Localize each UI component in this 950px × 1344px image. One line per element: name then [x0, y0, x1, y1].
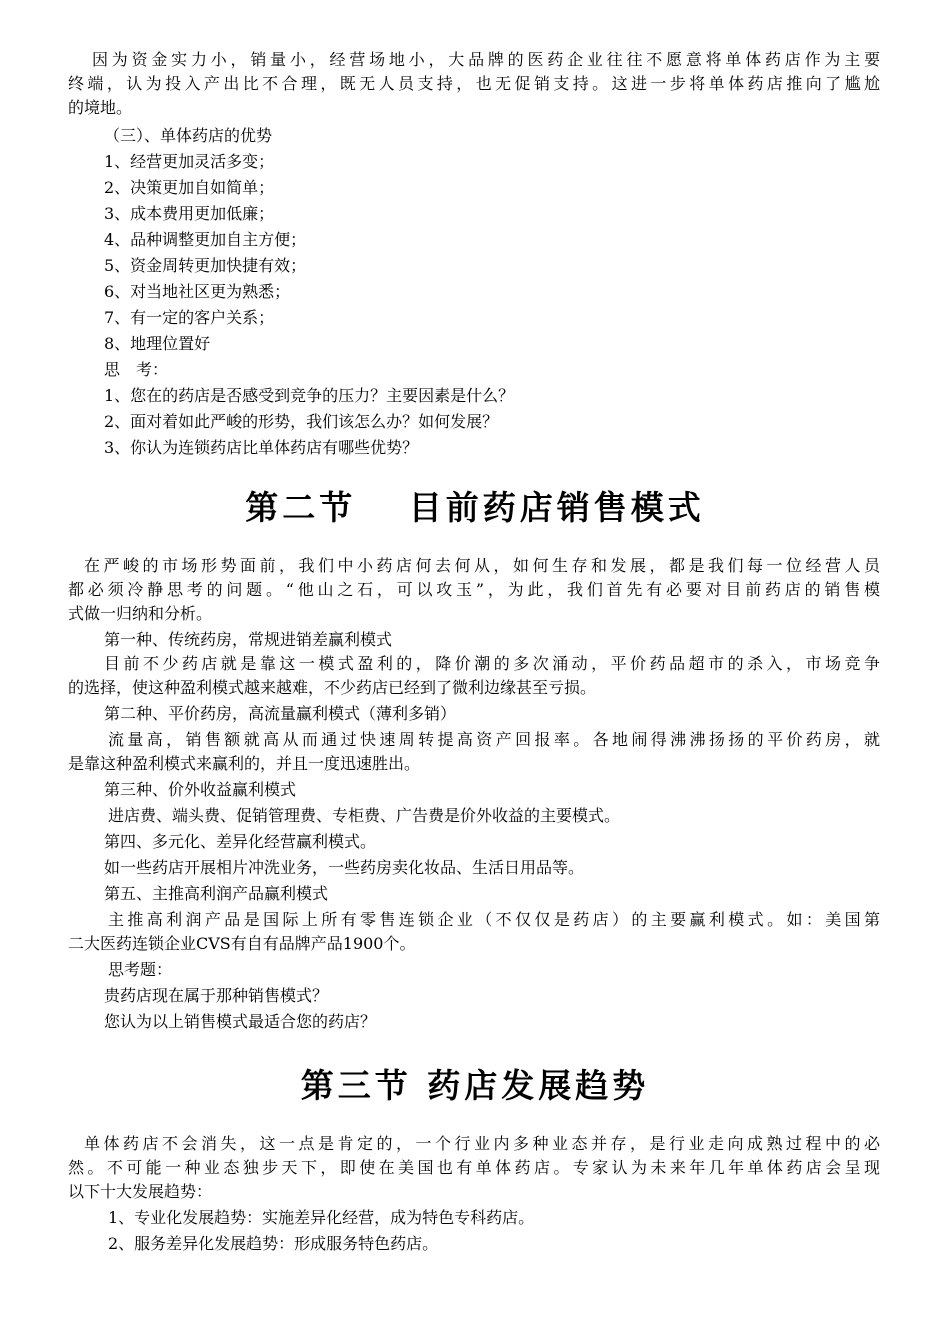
paragraph-line: 二大医药连锁企业CVS有自有品牌产品1900个。: [68, 934, 416, 953]
question-item: 您认为以上销售模式最适合您的药店？: [104, 1012, 377, 1031]
paragraph-line: 因为资金实力小，销量小，经营场地小，大品牌的医药企业往往不愿意将单体药店作为主要: [92, 50, 880, 69]
list-item: 6、对当地社区更为熟悉；: [104, 282, 291, 301]
section-heading: 第三节 药店发展趋势: [300, 1066, 650, 1105]
paragraph-line: 流量高，销售额就高从而通过快速周转提高资产回报率。各地闹得沸沸扬扬的平价药房，就: [108, 730, 880, 749]
paragraph-line: 如一些药店开展相片冲洗业务，一些药房卖化妆品、生活日用品等。: [104, 858, 585, 877]
paragraph-line: 式做一归纳和分析。: [68, 604, 213, 623]
list-item: 8、地理位置好: [104, 334, 211, 353]
paragraph-line: 是靠这种盈利模式来赢利的，并且一度迅速胜出。: [68, 754, 421, 773]
question-item: 1、您在的药店是否感受到竞争的压力？主要因素是什么？: [104, 386, 515, 405]
paragraph-line: 终端，认为投入产出比不合理，既无人员支持，也无促销支持。这进一步将单体药店推向了尴尬: [68, 74, 880, 93]
paragraph-line: 单体药店不会消失，这一点是肯定的，一个行业内多种业态并存，是行业走向成熟过程中的必: [84, 1134, 880, 1153]
mode-title: 第一种、传统药房，常规进销差赢利模式: [104, 630, 393, 649]
mode-title: 第四、多元化、差异化经营赢利模式。: [104, 832, 377, 851]
think-label: 思考题：: [108, 960, 173, 979]
question-item: 3、你认为连锁药店比单体药店有哪些优势？: [104, 438, 419, 457]
section-heading: 第二节 目前药店销售模式: [245, 488, 705, 527]
list-item: 7、有一定的客户关系；: [104, 308, 275, 327]
trend-item: 1、专业化发展趋势：实施差异化经营，成为特色专科药店。: [108, 1208, 535, 1227]
mode-title: 第五、主推高利润产品赢利模式: [104, 884, 329, 903]
list-item: 3、成本费用更加低廉；: [104, 204, 275, 223]
paragraph-line: 的境地。: [68, 98, 133, 117]
paragraph-line: 以下十大发展趋势：: [68, 1182, 213, 1201]
paragraph-line: 的选择，使这种盈利模式越来越难，不少药店已经到了微利边缘甚至亏损。: [68, 678, 597, 697]
list-item: 5、资金周转更加快捷有效；: [104, 256, 307, 275]
paragraph-line: 进店费、端头费、促销管理费、专柜费、广告费是价外收益的主要模式。: [108, 806, 621, 825]
paragraph-line: 都必须冷静思考的问题。“他山之石，可以攻玉”，为此，我们首先有必要对目前药店的销售模: [68, 580, 880, 599]
paragraph-line: 目前不少药店就是靠这一模式盈利的，降价潮的多次涌动，平价药品超市的杀入，市场竞争: [104, 654, 880, 673]
list-item: 4、品种调整更加自主方便；: [104, 230, 307, 249]
think-label: 思 考：: [104, 360, 169, 379]
question-item: 贵药店现在属于那种销售模式？: [104, 986, 329, 1005]
mode-title: 第三种、价外收益赢利模式: [104, 780, 297, 799]
trend-item: 2、服务差异化发展趋势：形成服务特色药店。: [108, 1234, 439, 1253]
mode-title: 第二种、平价药房，高流量赢利模式（薄利多销）: [104, 704, 457, 723]
list-item: 1、经营更加灵活多变；: [104, 152, 275, 171]
paragraph-line: 在严峻的市场形势面前，我们中小药店何去何从，如何生存和发展，都是我们每一位经营人员: [84, 556, 880, 575]
list-item: 2、决策更加自如简单；: [104, 178, 275, 197]
question-item: 2、面对着如此严峻的形势，我们该怎么办？如何发展？: [104, 412, 499, 431]
paragraph-line: 然。不可能一种业态独步天下，即使在美国也有单体药店。专家认为未来年几年单体药店会呈现: [68, 1158, 880, 1177]
paragraph-line: 主推高利润产品是国际上所有零售连锁企业（不仅仅是药店）的主要赢利模式。如：美国第: [108, 910, 880, 929]
subsection-title: （三）、单体药店的优势: [104, 126, 273, 145]
